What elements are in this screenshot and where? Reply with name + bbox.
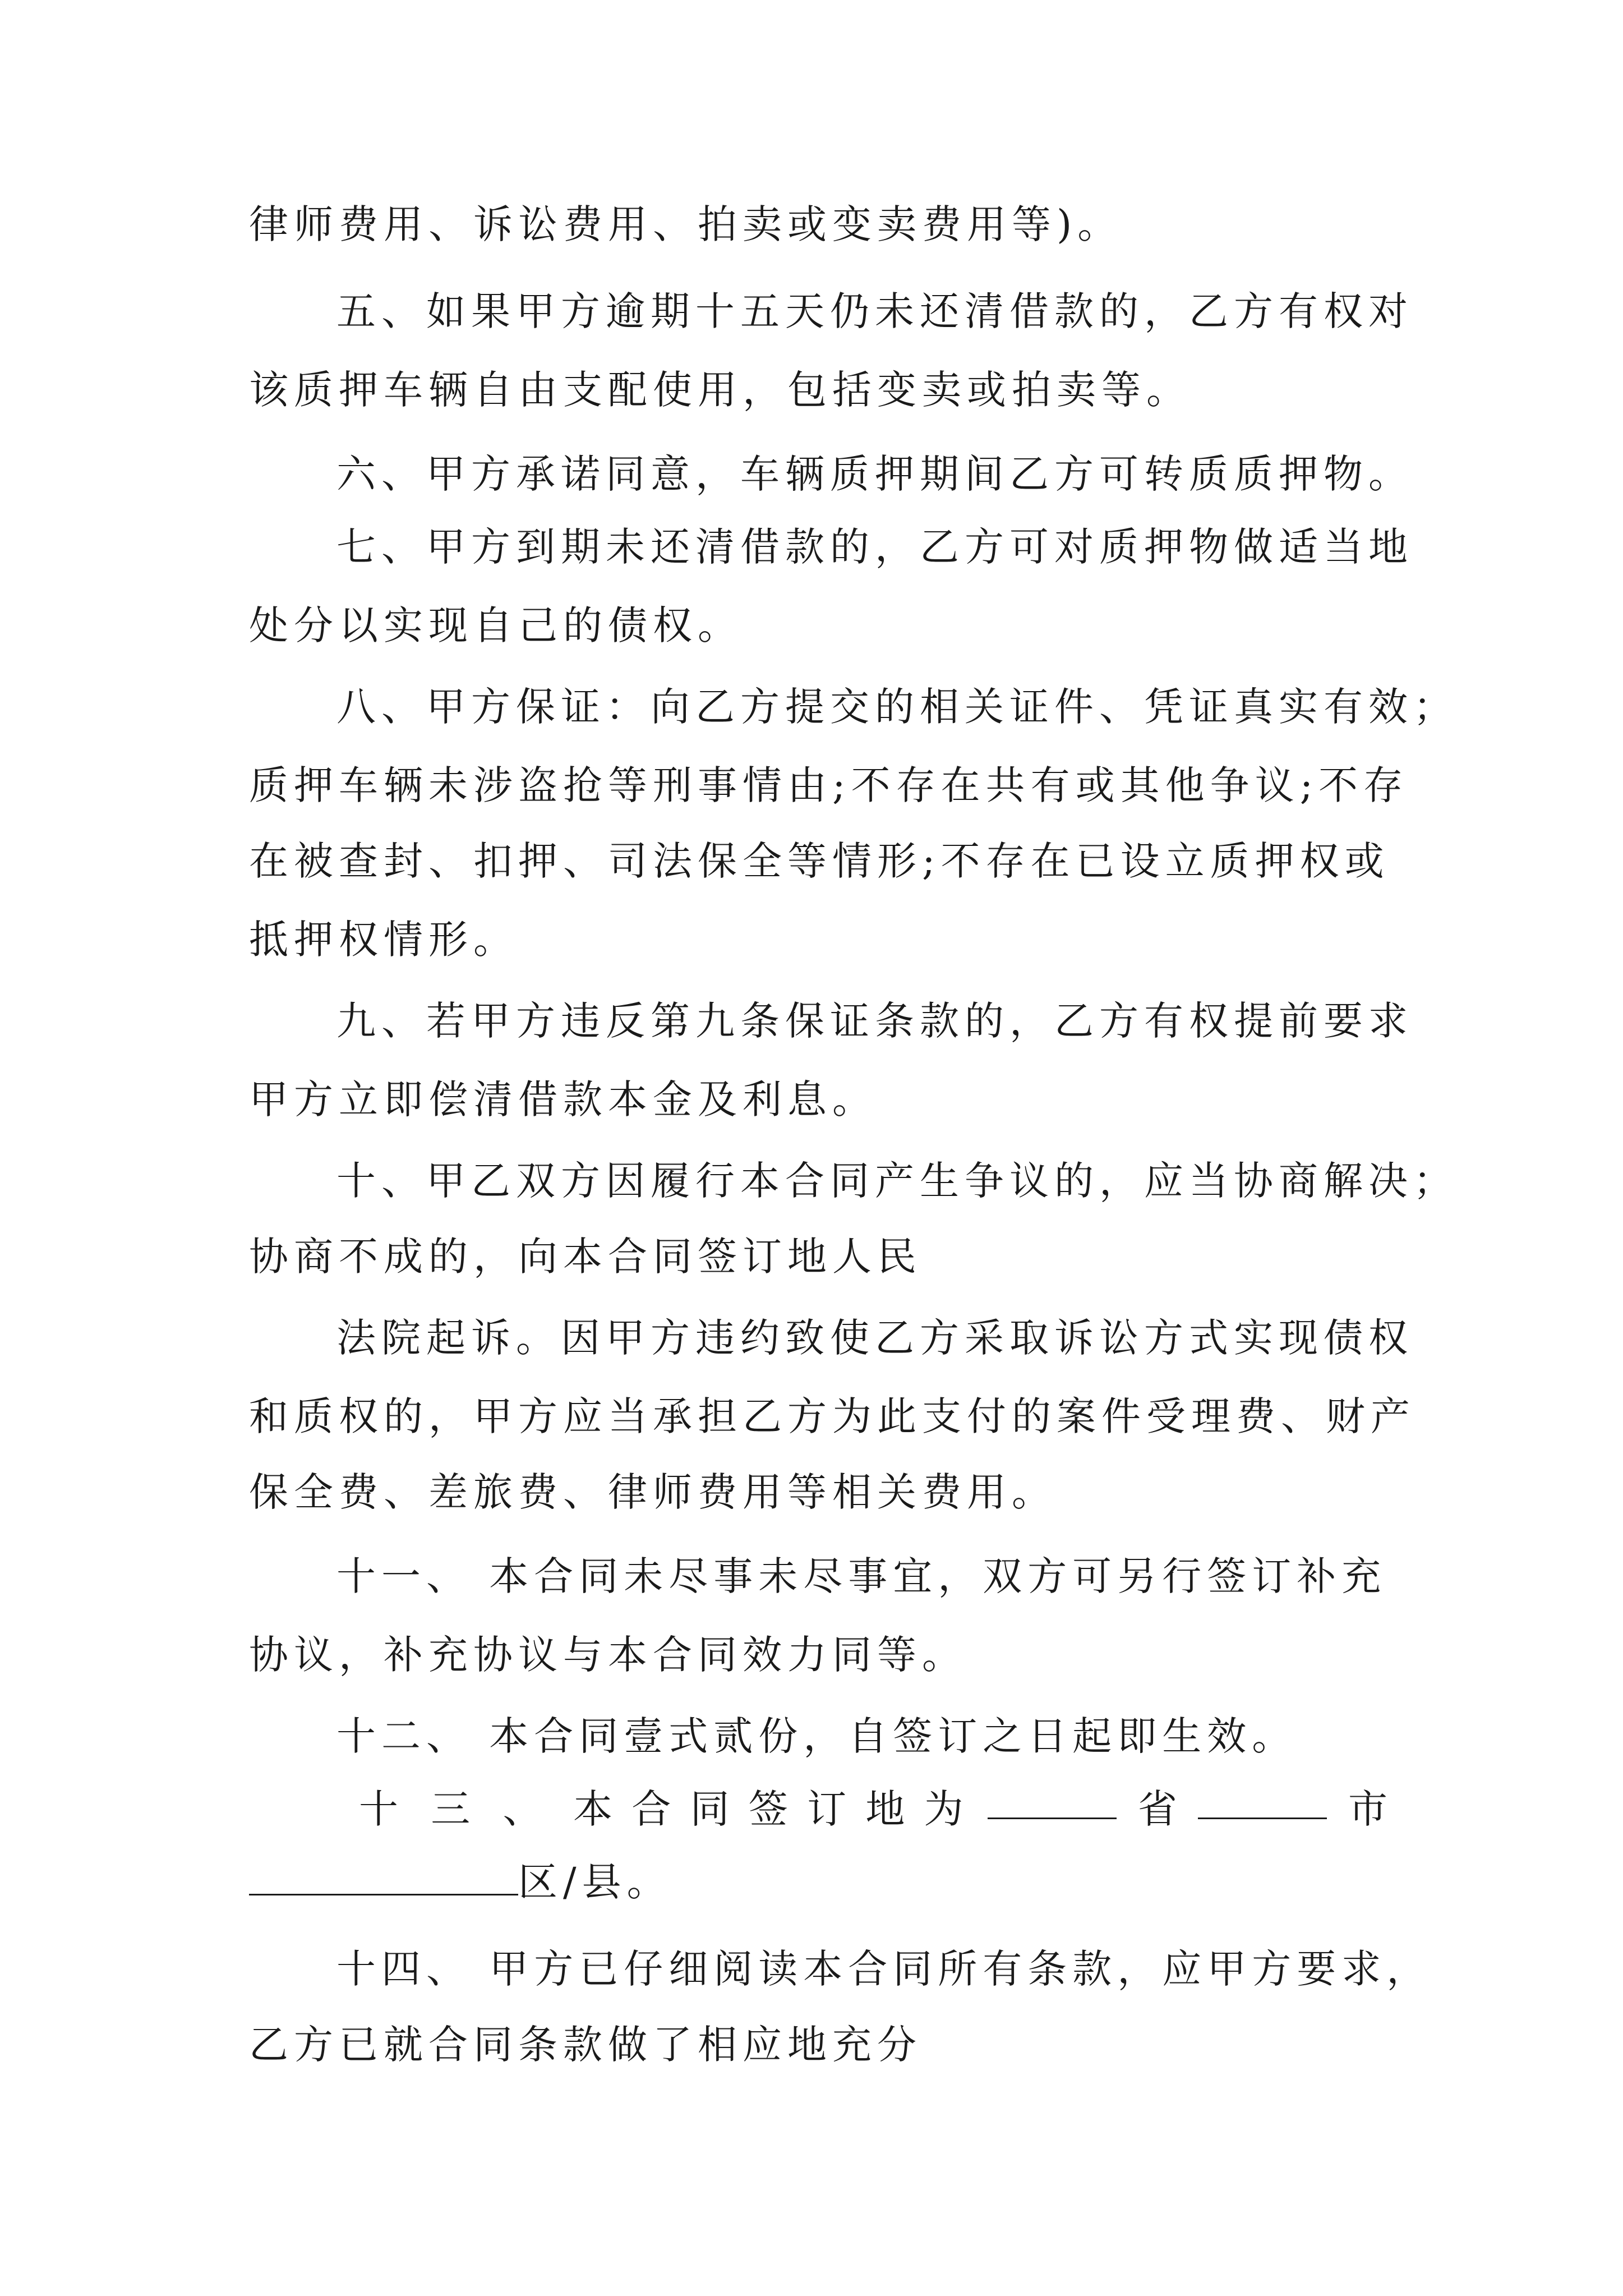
clause-10-line-5: 保全费、差旅费、律师费用等相关费用。 (249, 1469, 1057, 1515)
clause-5-line-1: 五、如果甲方逾期十五天仍未还清借款的，乙方有权对 (336, 288, 1413, 334)
city-label: 市 (1348, 1786, 1387, 1832)
clause-11-line-2: 协议，补充协议与本合同效力同等。 (249, 1632, 967, 1678)
clause-13-line-2 (249, 1851, 1387, 1913)
clause-13-line-1 (359, 1778, 1387, 1840)
clause-8-line-1: 八、甲方保证：向乙方提交的相关证件、凭证真实有效； (336, 684, 1458, 730)
district-blank (249, 1855, 518, 1895)
clause-11-line-1: 十一、 本合同未尽事未尽事宜，双方可另行签订补充 (336, 1553, 1387, 1599)
clause-10-line-4: 和质权的，甲方应当承担乙方为此支付的案件受理费、财产 (249, 1393, 1415, 1439)
clause-7-line-1: 七、甲方到期未还清借款的，乙方可对质押物做适当地 (336, 524, 1413, 570)
clause-10-line-1: 十、甲乙双方因履行本合同产生争议的，应当协商解决； (336, 1158, 1458, 1204)
clause-5-line-2: 该质押车辆自由支配使用，包括变卖或拍卖等。 (249, 367, 1191, 413)
clause-10-line-3: 法院起诉。因甲方违约致使乙方采取诉讼方式实现债权 (336, 1315, 1413, 1361)
district-label: 区/县。 (518, 1859, 672, 1905)
clause-14-line-2: 乙方已就合同条款做了相应地充分 (249, 2022, 922, 2068)
province-blank (988, 1778, 1117, 1819)
text-line: 律师费用、诉讼费用、拍卖或变卖费用等)。 (249, 201, 1123, 247)
clause-6-line-1: 六、甲方承诺同意，车辆质押期间乙方可转质质押物。 (336, 451, 1413, 497)
clause-7-line-2: 处分以实现自己的债权。 (249, 602, 743, 648)
clause-9-line-1: 九、若甲方违反第九条保证条款的，乙方有权提前要求 (336, 998, 1413, 1044)
clause-10-line-2: 协商不成的，向本合同签订地人民 (249, 1234, 922, 1280)
clause-13-number: 十 三 、 (359, 1786, 552, 1832)
clause-13-text: 本 合 同 签 订 地 为 (573, 1786, 967, 1832)
clause-12-line-1: 十二、 本合同壹式贰份，自签订之日起即生效。 (336, 1713, 1297, 1759)
clause-8-line-4: 抵押权情形。 (249, 917, 518, 963)
clause-8-line-2: 质押车辆未涉盗抢等刑事情由;不存在共有或其他争议;不存 (249, 762, 1409, 808)
clause-9-line-2: 甲方立即偿清借款本金及利息。 (249, 1076, 877, 1122)
city-blank (1198, 1778, 1327, 1819)
province-label: 省 (1137, 1786, 1177, 1832)
clause-14-line-1: 十四、 甲方已仔细阅读本合同所有条款，应甲方要求， (336, 1946, 1432, 1992)
clause-8-line-3: 在被查封、扣押、司法保全等情形;不存在已设立质押权或 (249, 838, 1390, 884)
